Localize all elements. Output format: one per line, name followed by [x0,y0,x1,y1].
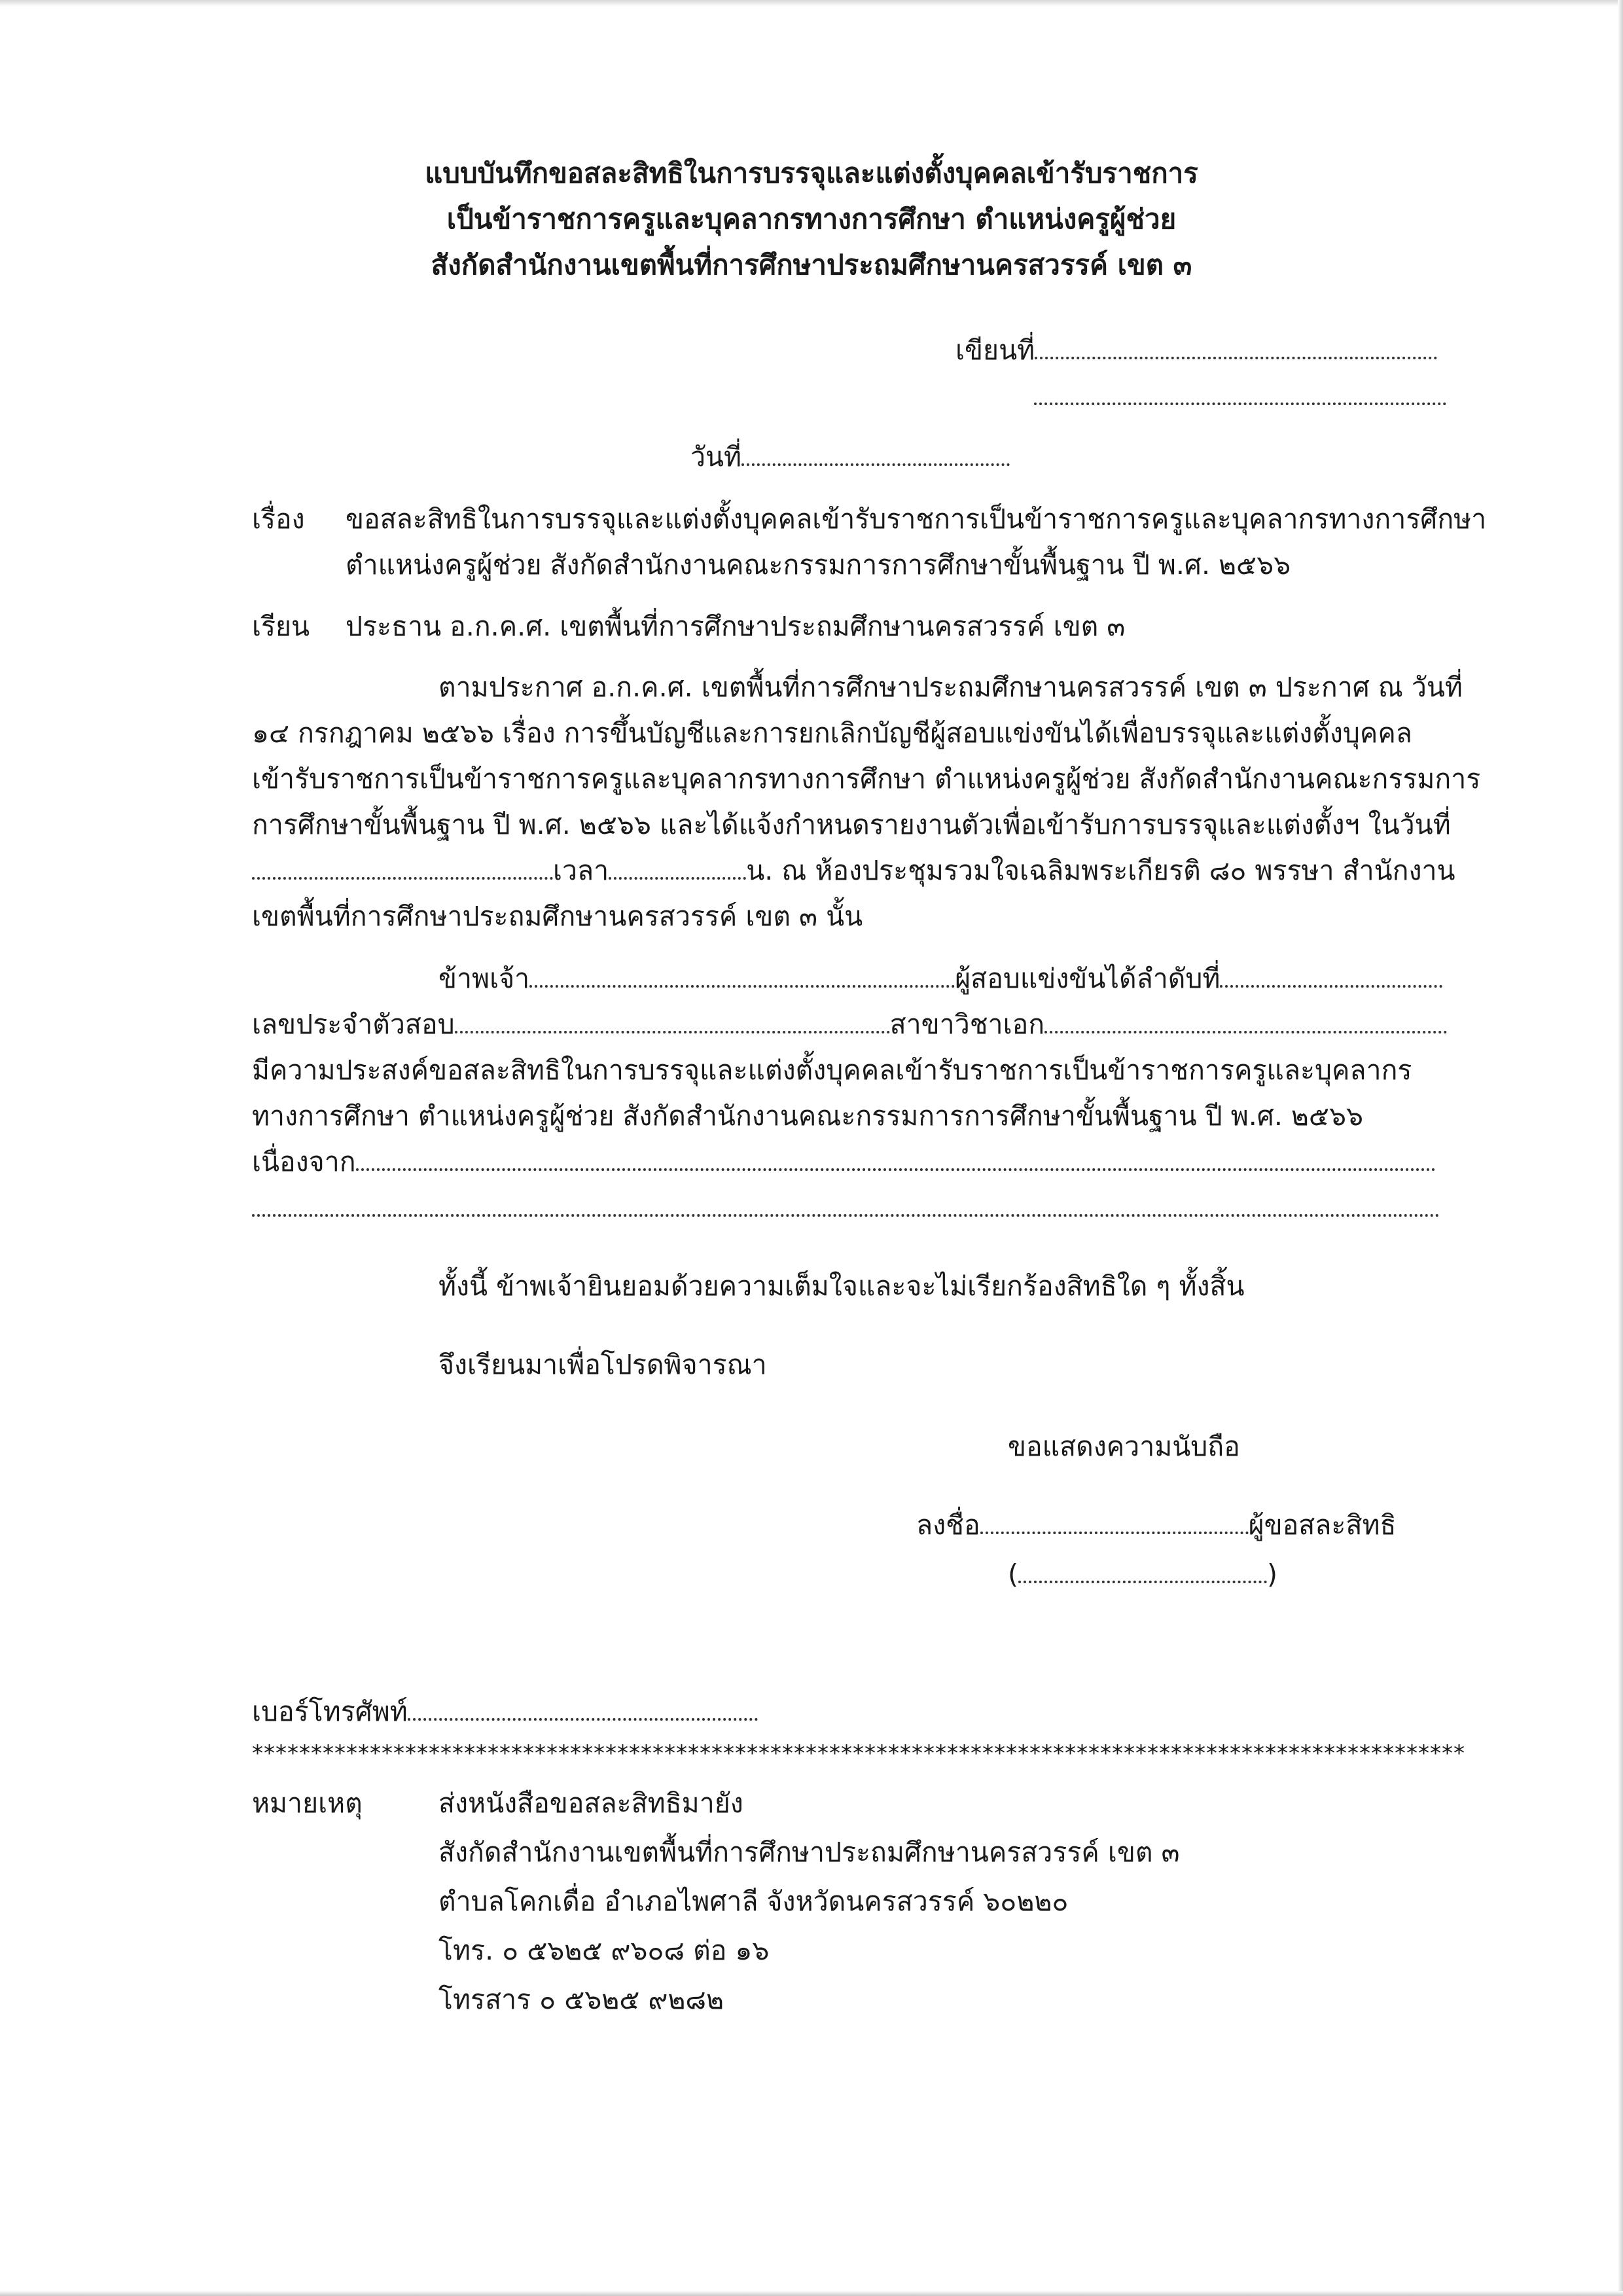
body-line-5-rest: น. ณ ห้องประชุมรวมใจเฉลิมพระเกียรติ ๘๐ พรรษา สำนักงาน [746,855,1455,886]
note-line-4: โทร. ๐ ๕๖๒๕ ๙๖๐๘ ต่อ ๑๖ [438,1935,770,1966]
exam-id-label: เลขประจำตัวสอบ [252,1009,455,1040]
phone-label: เบอร์โทรศัพท์ [252,1696,408,1727]
subject-line-1: ขอสละสิทธิในการบรรจุและแต่งตั้งบุคคลเข้ารับราชการเป็นข้าราชการครูและบุคลากรทางการศึกษา [346,503,1487,535]
body-line-3: เข้ารับราชการเป็นข้าราชการครูและบุคลากรทางการศึกษา ตำแหน่งครูผู้ช่วย สังกัดสำนักงานคณะกรรมการ [252,763,1481,795]
time-label: เวลา [553,855,609,886]
paren-close: ) [1267,1558,1277,1590]
date-label: วันที่ [690,441,742,473]
rank-field[interactable] [1220,959,1442,988]
report-time-field[interactable] [609,851,746,880]
consent-text: ทั้งนี้ ข้าพเจ้ายินยอมด้วยความเต็มใจและจะไม่เรียกร้องสิทธิใด ๆ ทั้งสิ้น [438,1270,1245,1302]
report-date-field[interactable] [252,851,553,880]
rank-label: ผู้สอบแข่งขันได้ลำดับที่ [955,963,1221,994]
phone-row [252,1692,758,1731]
regards-text: ขอแสดงความนับถือ [1008,1431,1240,1462]
major-label: สาขาวิชาเอก [889,1009,1045,1040]
body-line-2: ๑๔ กรกฎาคม ๒๕๖๖ เรื่อง การขึ้นบัญชีและการยกเลิกบัญชีผู้สอบแข่งขันได้เพื่อบรรจุและแต่งตั้งบุคคล [252,717,1412,749]
written-at-field-2[interactable] [1034,376,1446,405]
body-line-6: เขตพื้นที่การศึกษาประถมศึกษานครสวรรค์ เขต ๓ นั้น [252,901,863,932]
written-at-label: เขียนที่ [955,334,1035,366]
sign-label: ลงชื่อ [916,1509,980,1541]
name-field[interactable] [529,959,955,988]
reason-label: เนื่องจาก [252,1146,356,1177]
note-label: หมายเหตุ [252,1787,363,1819]
asterisk-separator: ******************************************************************************************************* [252,1740,1465,1767]
date-field[interactable] [741,437,1010,466]
phone-field[interactable] [408,1692,758,1721]
date-row [690,437,1010,476]
signer-name-field[interactable] [1018,1554,1267,1583]
reason-row [252,1142,1436,1181]
to-text: ประธาน อ.ก.ค.ศ. เขตพื้นที่การศึกษาประถมศึกษานครสวรรค์ เขต ๓ [346,611,1126,642]
major-field[interactable] [1044,1005,1447,1033]
reason-field-2[interactable] [252,1188,1440,1217]
title-line-2: เป็นข้าราชการครูและบุคลากรทางการศึกษา ตำแหน่งครูผู้ช่วย [446,203,1177,235]
body-line-1: ตามประกาศ อ.ก.ค.ศ. เขตพื้นที่การศึกษาประถมศึกษานครสวรรค์ เขต ๓ ประกาศ ณ วันที่ [438,672,1463,703]
reason-row-2 [252,1188,1440,1227]
scan-edge-right [1618,0,1623,2296]
to-label: เรียน [252,611,310,642]
exam-id-field[interactable] [455,1005,890,1033]
signer-role: ผู้ขอสละสิทธิ [1248,1509,1397,1541]
note-line-1: ส่งหนังสือขอสละสิทธิมายัง [438,1787,743,1819]
subject-line-2: ตำแหน่งครูผู้ช่วย สังกัดสำนักงานคณะกรรมการการศึกษาขั้นพื้นฐาน ปี พ.ศ. ๒๕๖๖ [346,549,1291,581]
title-line-3: สังกัดสำนักงานเขตพื้นที่การศึกษาประถมศึกษานครสวรรค์ เขต ๓ [431,249,1192,281]
written-at-row [955,331,1437,370]
reason-field[interactable] [356,1142,1436,1171]
note-line-2: สังกัดสำนักงานเขตพื้นที่การศึกษาประถมศึกษานครสวรรค์ เขต ๓ [438,1837,1180,1868]
body-line-4: การศึกษาขั้นพื้นฐาน ปี พ.ศ. ๒๕๖๖ และได้แจ้งกำหนดรายงานตัวเพื่อเข้ารับการบรรจุและแต่งตั้งฯ ในวันที่ [252,809,1451,840]
title-line-1: แบบบันทึกขอสละสิทธิในการบรรจุและแต่งตั้งบุคคลเข้ารับราชการ [425,157,1198,189]
scan-edge-top [0,0,1623,7]
exam-id-row [252,1005,1447,1044]
note-line-5: โทรสาร ๐ ๕๖๒๕ ๙๒๘๒ [438,1984,724,2015]
intent-line-1: มีความประสงค์ขอสละสิทธิในการบรรจุและแต่งตั้งบุคคลเข้ารับราชการเป็นข้าราชการครูและบุคลากร [252,1054,1412,1086]
paren-open: ( [1008,1558,1018,1590]
body-line-5 [252,851,1455,890]
subject-label: เรื่อง [252,503,305,535]
signature-field[interactable] [980,1505,1249,1534]
scan-edge-bottom [0,2291,1623,2296]
intent-line-2: ทางการศึกษา ตำแหน่งครูผู้ช่วย สังกัดสำนักงานคณะกรรมการการศึกษาขั้นพื้นฐาน ปี พ.ศ. ๒๕๖๖ [252,1100,1363,1132]
written-at-field[interactable] [1035,331,1437,359]
name-label: ข้าพเจ้า [438,963,530,994]
note-line-3: ตำบลโคกเดื่อ อำเภอไพศาลี จังหวัดนครสวรรค์ ๖๐๒๒๐ [438,1886,1069,1917]
signature-row [916,1505,1397,1545]
request-text: จึงเรียนมาเพื่อโปรดพิจารณา [438,1349,767,1380]
written-at-row-2 [1034,376,1446,416]
signer-name-row [1008,1554,1277,1594]
name-row [438,959,1442,998]
